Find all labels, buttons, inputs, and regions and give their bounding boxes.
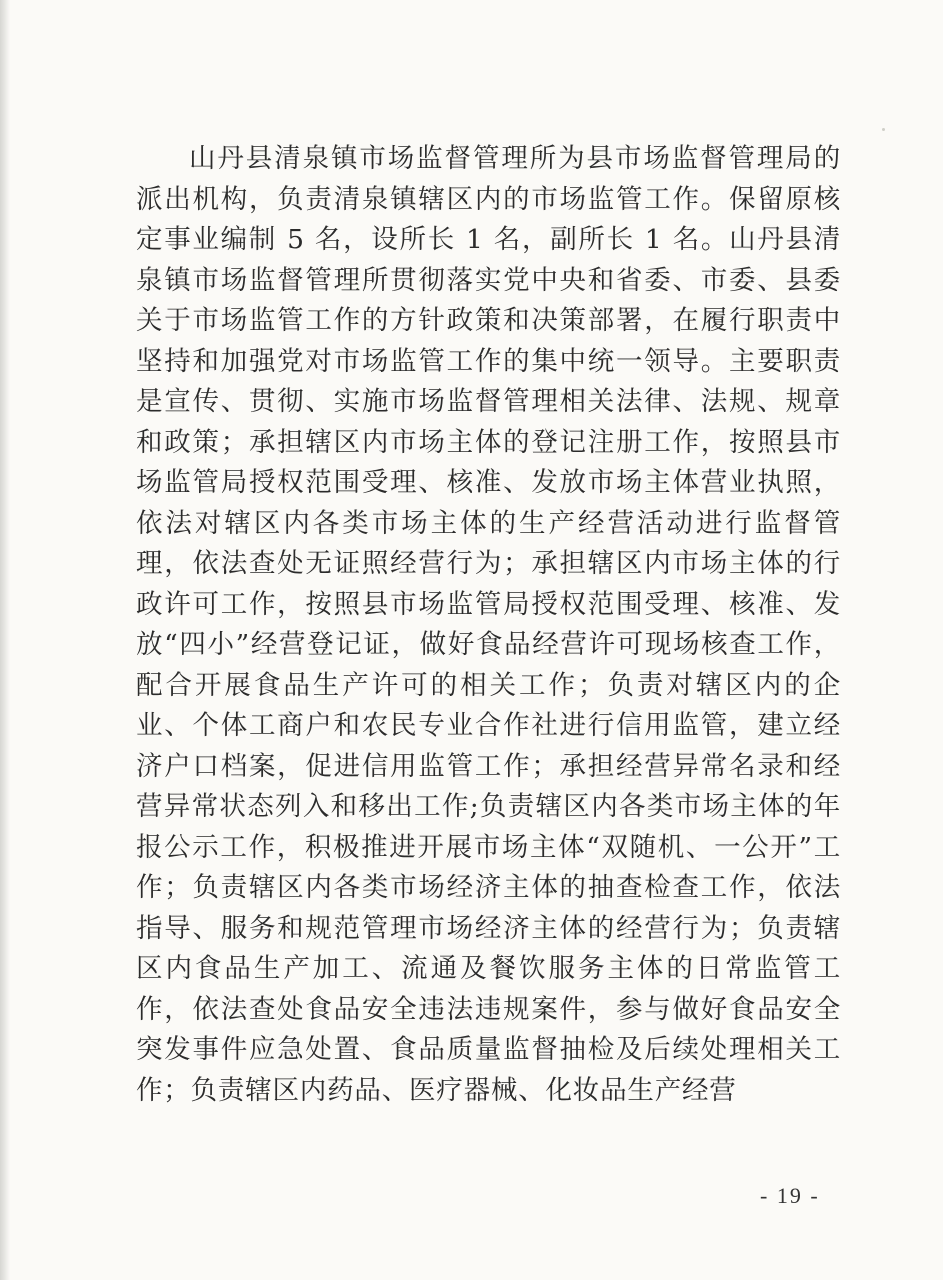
page-number: - 19 - xyxy=(760,1183,820,1208)
scan-speck xyxy=(882,128,885,131)
body-paragraph: 山丹县清泉镇市场监督管理所为县市场监督管理局的派出机构，负责清泉镇辖区内的市场监管工作。保留原核定事业编制 5 名，设所长 1 名，副所长 1 名。山丹县清泉镇市场监督管理所贯彻落实党中央和省委、市委、县委关于市场监管工作的方针政策和决策部署，在履行职责中坚持和加强党对市场监管工作的集中统一领导。主要职责是宣传、贯彻、实施市场监督管理相关法律、法规、规章和政策；承担辖区内市场主体的登记注册工作，按照县市场监管局授权范围受理、核准、发放市场主体营业执照，依法对辖区内各类市场主体的生产经营活动进行监督管理，依法查处无证照经营行为；承担辖区内市场主体的行政许可工作，按照县市场监管局授权范围受理、核准、发放“四小”经营登记证，做好食品经营许可现场核查工作，配合开展食品生产许可的相关工作；负责对辖区内的企业、个体工商户和农民专业合作社进行信用监管，建立经济户口档案，促进信用监管工作；承担经营异常名录和经营异常状态列入和移出工作;负责辖区内各类市场主体的年报公示工作，积极推进开展市场主体“双随机、一公开”工作；负责辖区内各类市场经济主体的抽查检查工作，依法指导、服务和规范管理市场经济主体的经营行为；负责辖区内食品生产加工、流通及餐饮服务主体的日常监管工作，依法查处食品安全违法违规案件，参与做好食品安全突发事件应急处置、食品质量监督抽检及后续处理相关工作；负责辖区内药品、医疗器械、化妆品生产经营 xyxy=(136,143,841,1106)
